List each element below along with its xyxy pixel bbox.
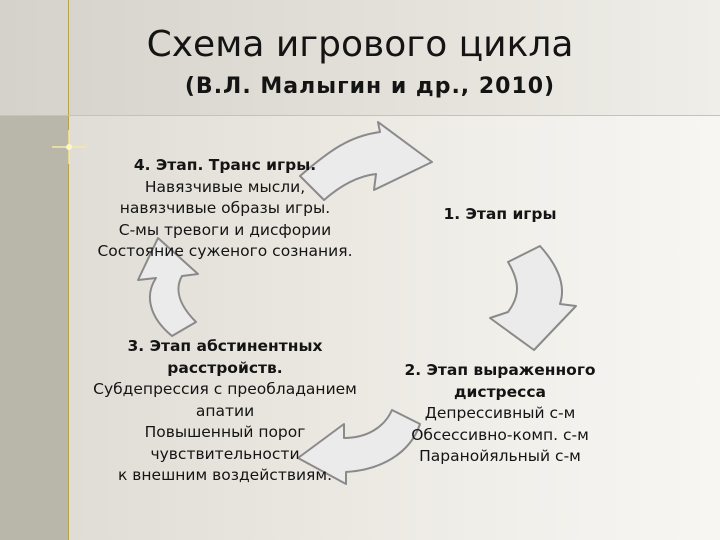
stage-2-heading: дистресса — [454, 382, 546, 401]
stage-4-block — [60, 155, 390, 263]
stage-4-line: С-мы тревоги и дисфории — [118, 220, 332, 239]
stage-4-line: навязчивые образы игры. — [119, 199, 331, 217]
stage-4-heading: 4. Этап. Транс игры. — [133, 156, 317, 174]
stage-3-block — [55, 336, 395, 487]
stage-3-line: Субдепрессия с преобладанием — [93, 380, 357, 398]
stage-3-line: Повышенный порог — [144, 423, 306, 441]
stage-2-block — [380, 360, 620, 468]
page-subtitle: (В.Л. Малыгин и др., 2010) — [184, 74, 556, 99]
stage-2-line: Паранойяльный с-м — [419, 447, 581, 465]
stage-2-line: Обсессивно-комп. с-м — [411, 425, 589, 444]
stage-4-line: Навязчивые мысли, — [144, 177, 306, 196]
stage-3-line: к внешним воздействиям. — [118, 466, 332, 484]
stage-1-block — [405, 204, 595, 226]
stage-4-line: Состояние суженого сознания. — [97, 242, 353, 260]
stage-3-heading: 3. Этап абстинентных — [127, 337, 323, 355]
stage-2-heading: 2. Этап выраженного — [404, 361, 596, 379]
stage-1-heading: 1. Этап игры — [443, 205, 557, 223]
page-title: Схема игрового цикла — [146, 24, 574, 65]
stage-3-line: чувствительности — [150, 444, 300, 463]
stage-2-line: Депрессивный с-м — [424, 404, 576, 422]
arrow-right — [490, 246, 576, 350]
stage-3-heading: расстройств. — [167, 358, 283, 377]
stage-3-line: апатии — [195, 401, 255, 420]
